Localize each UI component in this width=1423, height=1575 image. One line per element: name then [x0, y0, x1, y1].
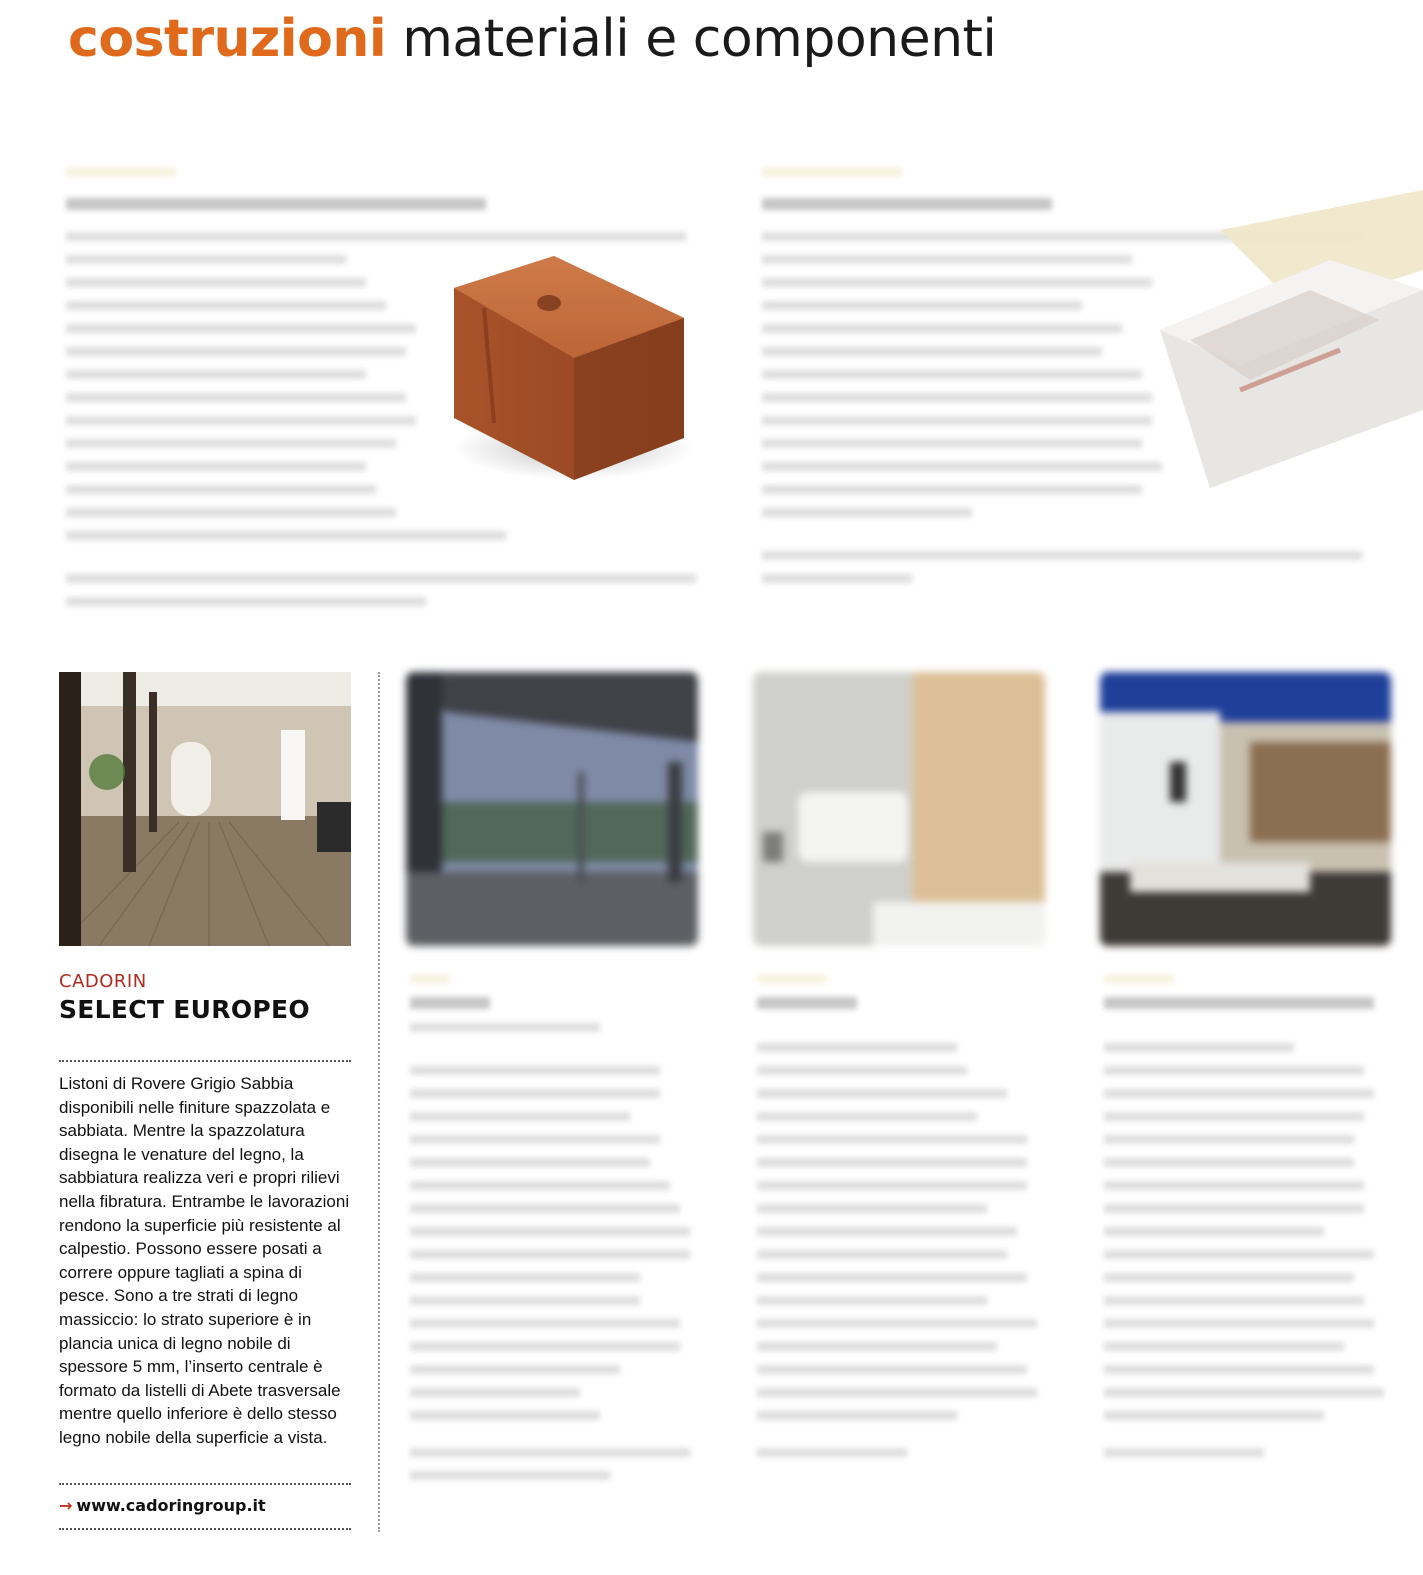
column-divider — [378, 672, 380, 1532]
ceramic-slab-product-image — [1150, 190, 1423, 490]
dotted-separator-top — [59, 1060, 351, 1062]
section-keyword: costruzioni — [68, 9, 387, 69]
hotel-exterior-photo — [1100, 672, 1391, 946]
article-brand: CADORIN — [59, 971, 147, 992]
wood-floor-interior-photo — [59, 672, 351, 946]
brick-product-image — [444, 248, 690, 488]
article-link[interactable] — [59, 1495, 266, 1517]
faded-article-bottom-1 — [410, 975, 700, 1515]
section-title: materiali e componenti — [402, 9, 997, 69]
article-product-name: SELECT EUROPEO — [59, 995, 310, 1024]
faded-article-bottom-3 — [1104, 975, 1394, 1515]
dotted-separator-middle — [59, 1483, 351, 1485]
arrow-right-icon: → — [59, 1496, 73, 1515]
glass-railing-terrace-photo — [406, 672, 698, 946]
dotted-separator-bottom — [59, 1528, 351, 1530]
article-link-url[interactable]: www.cadoringroup.it — [76, 1496, 266, 1515]
page-header — [68, 6, 996, 72]
faded-article-bottom-2 — [757, 975, 1047, 1515]
bathroom-tiles-photo — [753, 672, 1045, 946]
article-body: Listoni di Rovere Grigio Sabbia disponibili nelle finiture spazzolata e sabbiata. Mentre la spazzolatura disegna le venature del legno, la sabbiatura realizza veri e propri rilievi nella fibratura. Entrambe le lavorazioni rendono la superficie più resistente al calpestio. Possono essere posati a correre oppure tagliati a spina di pesce. Sono a tre strati di legno massiccio: lo strato superiore è in plancia unica di legno nobile di spessore 5 mm, l’inserto centrale è formato da listelli di Abete trasversale mentre quello inferiore è dello stesso legno nobile della superficie a vista. — [59, 1074, 350, 1447]
